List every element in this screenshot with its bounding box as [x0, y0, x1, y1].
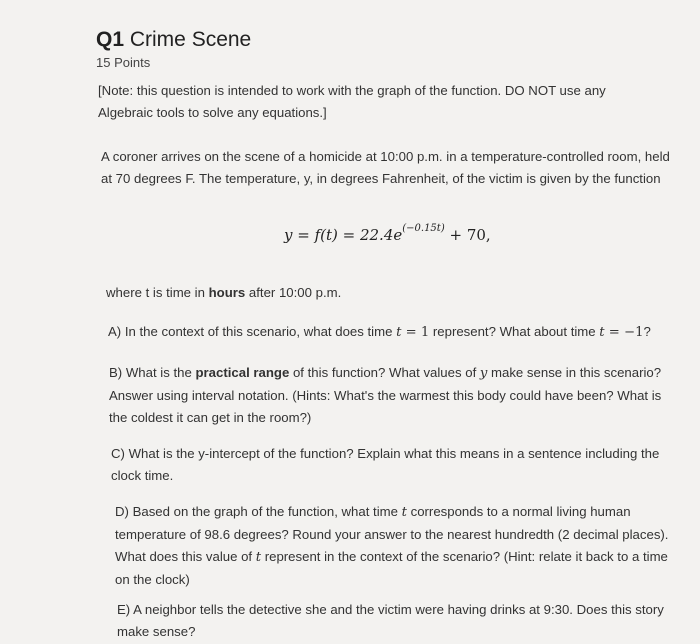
- where-before: where t is time in: [106, 285, 209, 300]
- intro-paragraph: A coroner arrives on the scene of a homicide at 10:00 p.m. in a temperature-controlled room, held at 70 degrees F. The temperature, y, in degrees Fahrenheit, of the victim is given by the function: [101, 149, 670, 186]
- question-title: [96, 28, 251, 52]
- part-b: [109, 362, 669, 429]
- part-a: [108, 321, 678, 344]
- part-a-math-t2: t: [599, 325, 605, 340]
- part-d: [115, 501, 670, 591]
- question-points: 15 Points: [96, 55, 151, 70]
- equation-lhs: y = f(t) = 22.4e: [284, 226, 403, 244]
- question-title-text: Crime Scene: [129, 28, 252, 51]
- part-b-pre: B) What is the: [109, 365, 196, 380]
- part-c: C) What is the y-intercept of the function? Explain what this means in a sentence including the clock time.: [111, 446, 660, 483]
- part-a-post: ?: [643, 324, 651, 339]
- part-b-post: make sense in this scenario? Answer using interval notation. (Hints: What's the warmest this body could have been? What is the coldest it can get in the room?): [109, 365, 662, 425]
- part-a-eq2: = −1: [604, 325, 644, 340]
- part-a-mid: represent? What about time: [429, 324, 600, 339]
- part-d-post: represent in the context of the scenario? (Hint: relate it back to a time on the clock): [115, 549, 668, 587]
- where-after: after 10:00 p.m.: [245, 285, 342, 300]
- function-equation: [284, 223, 491, 244]
- part-b-bold: practical range: [195, 365, 290, 380]
- equation-rhs: + 70,: [444, 226, 491, 244]
- part-a-math-t1: t: [396, 325, 402, 340]
- where-paragraph: [106, 282, 341, 304]
- part-d-math-t1: t: [401, 505, 407, 520]
- question-number: Q1: [96, 28, 125, 51]
- part-b-math-y: y: [479, 366, 488, 381]
- note-paragraph: [Note: this question is intended to work with the graph of the function. DO NOT use any Algebraic tools to solve any equations.]: [98, 83, 606, 120]
- part-e: E) A neighbor tells the detective she and the victim were having drinks at 9:30. Does this story make sense?: [117, 602, 664, 639]
- where-bold: hours: [208, 285, 246, 300]
- part-d-pre: D) Based on the graph of the function, what time: [115, 504, 402, 519]
- part-d-mid: corresponds to a normal living human temperature of 98.6 degrees? Round your answer to the nearest hundredth (2 decimal places). What does this value of: [115, 504, 669, 564]
- part-a-eq1: = 1: [401, 325, 430, 340]
- part-b-mid: of this function? What values of: [289, 365, 480, 380]
- part-d-math-t2: t: [255, 550, 262, 565]
- part-a-pre: A) In the context of this scenario, what does time: [108, 324, 397, 339]
- equation-exponent: (−0.15t): [402, 223, 445, 234]
